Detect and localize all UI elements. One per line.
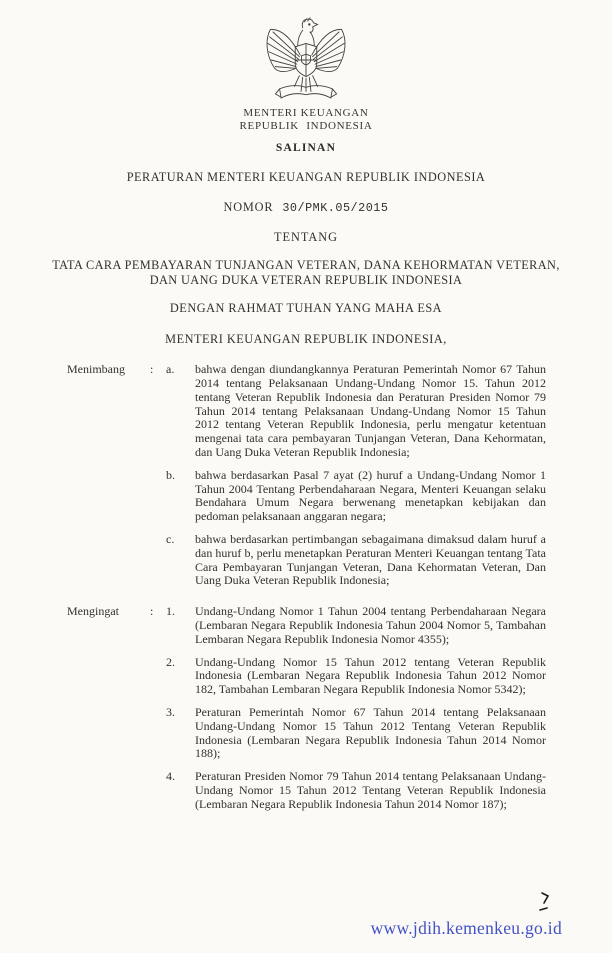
considering-label: Menimbang bbox=[67, 362, 125, 377]
regulation-title: PERATURAN MENTERI KEUANGAN REPUBLIK INDONESIA bbox=[126, 170, 486, 184]
about-label: TENTANG bbox=[273, 230, 339, 244]
copy-label: SALINAN bbox=[275, 142, 337, 154]
recalling-separator: : bbox=[150, 604, 154, 619]
recalling-section bbox=[67, 605, 546, 811]
ministry-country: REPUBLIK INDONESIA bbox=[239, 120, 373, 132]
recalling-label: Mengingat bbox=[67, 604, 119, 619]
handwritten-paraf-mark-icon bbox=[536, 891, 552, 915]
number-value: 30/PMK.05/2015 bbox=[282, 201, 389, 215]
considering-item-c: bahwa berdasarkan pertimbangan sebagaimana dimaksud dalam huruf a dan huruf b, perlu menetapkan Peraturan Menteri Keuangan tentang Tata Cara Pembayaran Tunjangan Veteran, Dana Kehormatan Veteran, Dan Uang Duka Veteran Republik Indonesia; bbox=[195, 531, 546, 588]
considering-separator: : bbox=[150, 362, 154, 377]
number-label: NOMOR bbox=[223, 200, 274, 214]
regulation-number-line bbox=[0, 200, 612, 215]
list-marker: c. bbox=[166, 531, 175, 546]
ministry-name: MENTERI KEUANGAN bbox=[243, 107, 369, 119]
list-marker: 4. bbox=[166, 769, 175, 784]
considering-section bbox=[67, 363, 546, 588]
jdih-website-text: www.jdih.kemenkeu.go.id bbox=[370, 918, 562, 938]
garuda-pancasila-emblem-icon bbox=[264, 17, 348, 103]
recalling-item-3: Peraturan Pemerintah Nomor 67 Tahun 2014 tentang Pelaksanaan Undang-Undang Nomor 15 Tahun 2012 Tentang Veteran Republik Indonesia (Lembaran Negara Republik Indonesia Tahun 2014 Nomor 188); bbox=[195, 704, 546, 761]
list-marker: 3. bbox=[166, 704, 175, 719]
grace-line: DENGAN RAHMAT TUHAN YANG MAHA ESA bbox=[169, 301, 443, 316]
authority-line: MENTERI KEUANGAN REPUBLIK INDONESIA, bbox=[165, 332, 447, 347]
recalling-item-2: Undang-Undang Nomor 15 Tahun 2012 tentang Veteran Republik Indonesia (Lembaran Negara Republik Indonesia Tahun 2012 Nomor 182, Tambahan Lembaran Negara Republik Indonesia Nomor 5342); bbox=[195, 654, 546, 697]
regulation-subject: TATA CARA PEMBAYARAN TUNJANGAN VETERAN, DANA KEHORMATAN VETERAN, DAN UANG DUKA VETERAN REPUBLIK INDONESIA bbox=[52, 258, 560, 287]
list-marker: b. bbox=[166, 467, 175, 482]
considering-item-b: bahwa berdasarkan Pasal 7 ayat (2) huruf a Undang-Undang Nomor 1 Tahun 2004 Tentang Perbendaharaan Negara, Menteri Keuangan selaku Bendahara Umum Negara berwenang menetapkan kebijakan dan pedoman pelaksanaan anggaran negara; bbox=[195, 467, 546, 524]
considering-item-a: bahwa dengan diundangkannya Peraturan Pemerintah Nomor 67 Tahun 2014 tentang Pelaksanaan Undang-Undang Nomor 15. Tahun 2012 tentang Veteran Republik Indonesia dan Peraturan Presiden Nomor 79 Tahun 2014 tentang Pelaksanaan Undang-Undang Nomor 15 Tahun 2012 tentang Veteran Republik Indonesia, perlu mengatur ketentuan mengenai tata cara pembayaran Tunjangan Veteran, Dana Kehormatan, dan Uang Duka Veteran Republik Indonesia; bbox=[195, 362, 546, 459]
recalling-item-4: Peraturan Presiden Nomor 79 Tahun 2014 tentang Pelaksanaan Undang-Undang Nomor 15 Tahun 2012 Tentang Veteran Republik Indonesia (Lembaran Negara Republik Indonesia Tahun 2014 Nomor 187); bbox=[195, 769, 546, 811]
list-marker: a. bbox=[166, 362, 175, 377]
list-marker: 2. bbox=[166, 654, 175, 669]
recalling-item-1: Undang-Undang Nomor 1 Tahun 2004 tentang Perbendaharaan Negara (Lembaran Negara Republik Indonesia Tahun 2004 Nomor 5, Tambahan Lembaran Negara Republik Indonesia Nomor 4355); bbox=[195, 604, 546, 646]
list-marker: 1. bbox=[166, 604, 175, 619]
